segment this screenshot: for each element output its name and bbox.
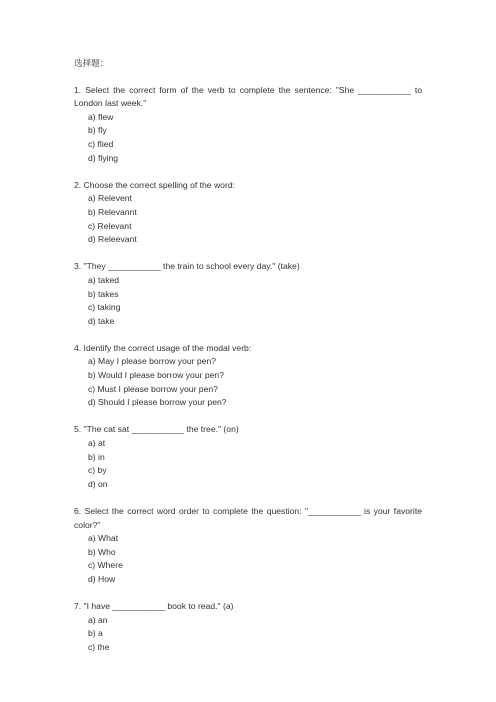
question-4	[74, 342, 422, 410]
question-text: 5. "The cat sat ___________ the tree." (on)	[74, 424, 239, 435]
option-b: b) a	[88, 628, 103, 639]
option-b: b) fly	[88, 125, 107, 136]
option-a: a) an	[88, 614, 108, 625]
question-text: 3. "They ___________ the train to school every day." (take)	[74, 261, 300, 272]
document-content	[74, 57, 422, 668]
option-a: a) at	[88, 438, 106, 449]
option-c: c) Must I please borrow your pen?	[88, 383, 218, 394]
option-a: a) May I please borrow your pen?	[88, 356, 217, 367]
option-a: a) Relevent	[88, 193, 132, 204]
option-list	[74, 192, 422, 246]
question-6	[74, 505, 422, 587]
section-heading: 选择题：	[74, 58, 109, 68]
option-list	[74, 111, 422, 165]
option-list	[74, 355, 422, 409]
option-b: b) Would I please borrow your pen?	[88, 370, 224, 381]
question-3	[74, 260, 422, 328]
question-text: 1. Select the correct form of the verb to complete the sentence: "She ___________ to London last week."	[74, 84, 422, 109]
option-d: d) flying	[88, 152, 119, 163]
option-b: b) Who	[88, 546, 116, 557]
option-b: b) in	[88, 451, 105, 462]
option-a: a) flew	[88, 111, 114, 122]
option-a: a) What	[88, 533, 119, 544]
question-2	[74, 179, 422, 247]
option-list	[74, 274, 422, 328]
question-1	[74, 84, 422, 166]
question-text: 7. "I have ___________ book to read." (a)	[74, 601, 234, 612]
option-list	[74, 614, 422, 655]
question-text: 4. Identify the correct usage of the modal verb:	[74, 342, 252, 353]
option-b: b) takes	[88, 288, 119, 299]
question-5	[74, 423, 422, 491]
option-c: c) flied	[88, 138, 114, 149]
question-text: 2. Choose the correct spelling of the word:	[74, 179, 235, 190]
option-d: d) take	[88, 315, 115, 326]
option-c: c) the	[88, 641, 110, 652]
option-d: d) Should I please borrow your pen?	[88, 397, 227, 408]
option-c: c) by	[88, 465, 107, 476]
option-list	[74, 437, 422, 491]
question-text: 6. Select the correct word order to complete the question: "___________ is your favorite color?"	[74, 506, 422, 530]
option-d: d) on	[88, 478, 108, 489]
option-d: d) How	[88, 573, 116, 584]
option-c: c) taking	[88, 302, 121, 313]
option-a: a) taked	[88, 274, 120, 285]
option-c: c) Where	[88, 560, 123, 571]
option-d: d) Releevant	[88, 234, 137, 245]
question-7	[74, 600, 422, 654]
option-b: b) Relevannt	[88, 206, 137, 217]
option-c: c) Relevant	[88, 220, 132, 231]
option-list	[74, 532, 422, 586]
